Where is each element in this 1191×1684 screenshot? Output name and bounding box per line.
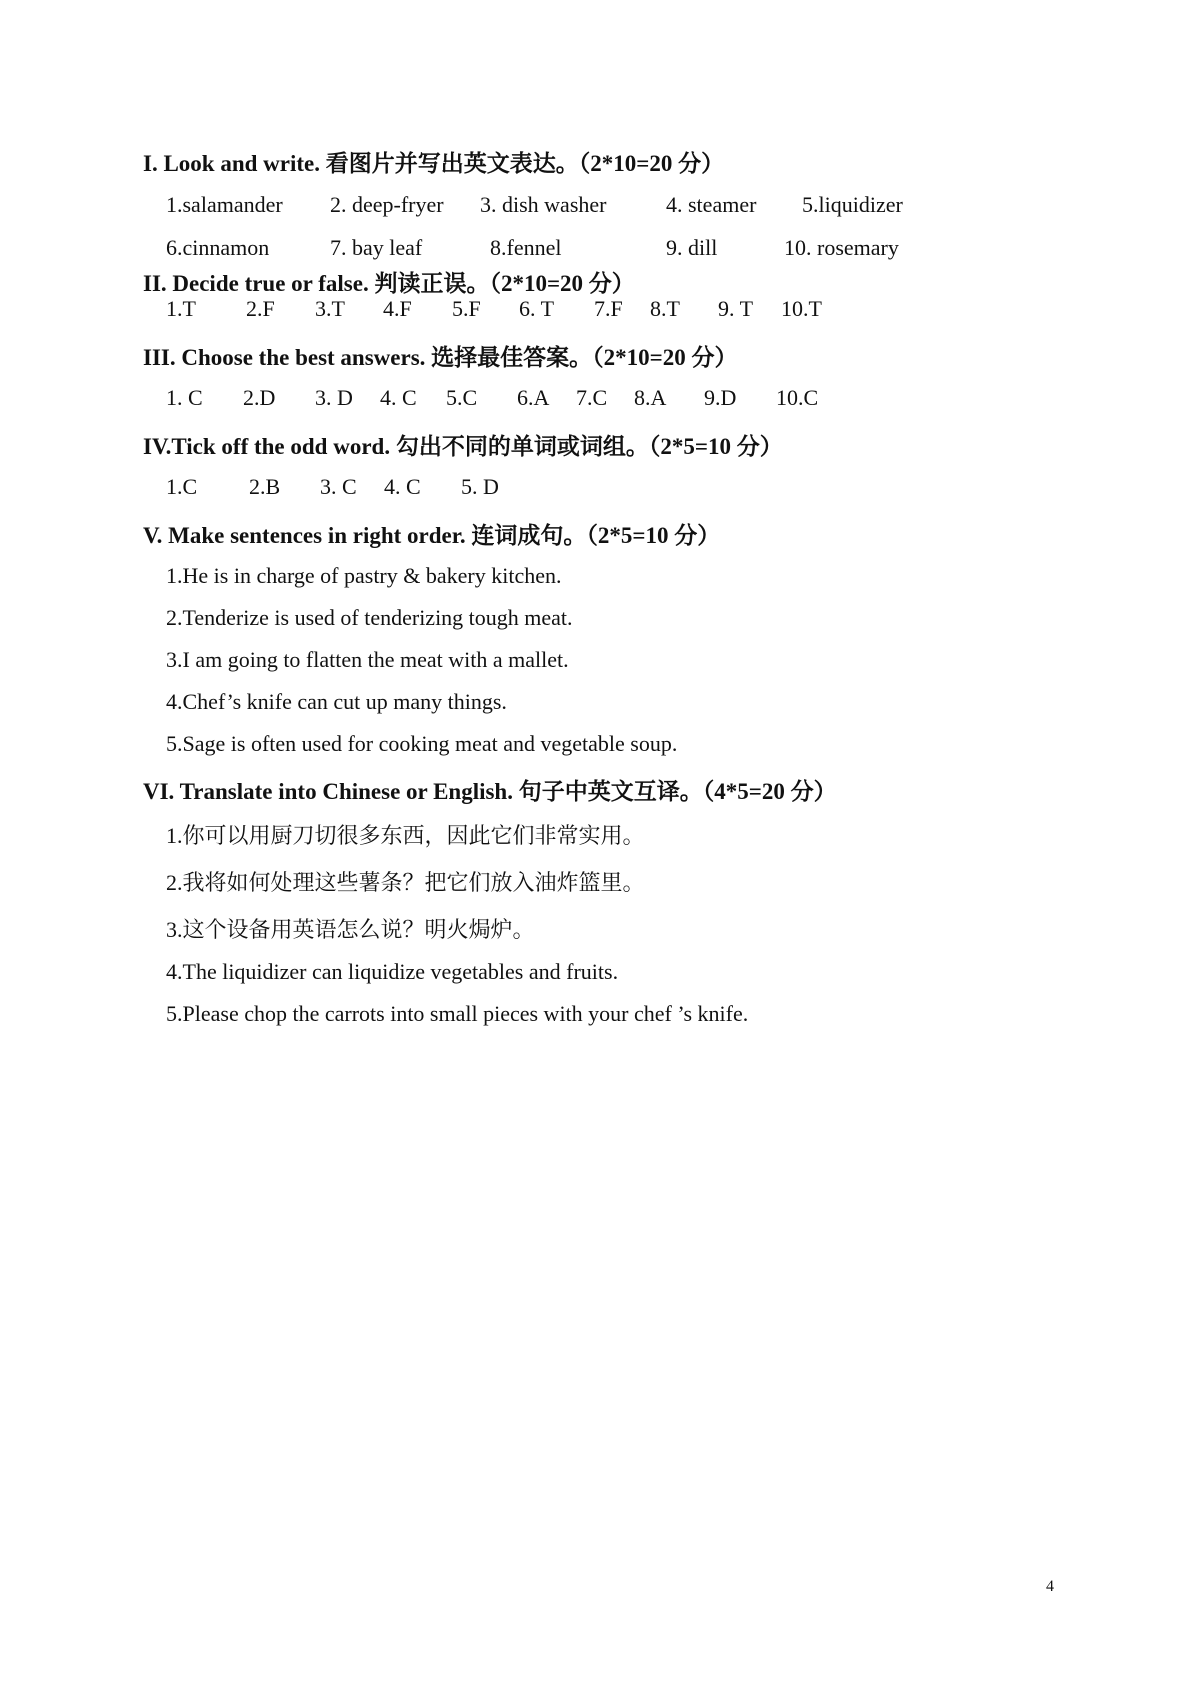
section-6-heading: VI. Translate into Chinese or English. 句子中英文互译。（4*5=20 分）	[143, 779, 837, 804]
translation-line: 4.The liquidizer can liquidize vegetables and fruits.	[166, 959, 619, 984]
answer-item: 8.fennel	[490, 235, 562, 260]
answer-item: 5. D	[461, 474, 499, 499]
answer-item: 5.F	[452, 296, 481, 321]
answer-item: 10.C	[776, 385, 819, 410]
answer-item: 10. rosemary	[784, 235, 899, 260]
section-4-heading: IV.Tick off the odd word. 勾出不同的单词或词组。（2*5=10 分）	[143, 434, 783, 459]
answer-item: 8.T	[650, 296, 680, 321]
answer-item: 1.T	[166, 296, 196, 321]
translation-line: 2.我将如何处理这些薯条？把它们放入油炸篮里。	[166, 870, 645, 895]
answer-item: 6.cinnamon	[166, 235, 270, 260]
sentence-line: 5.Sage is often used for cooking meat and vegetable soup.	[166, 731, 678, 756]
answer-item: 1.salamander	[166, 192, 283, 217]
answer-item: 9.D	[704, 385, 737, 410]
answer-item: 4. C	[380, 385, 417, 410]
answer-item: 6.A	[517, 385, 550, 410]
answer-item: 5.liquidizer	[802, 192, 903, 217]
answer-item: 6. T	[519, 296, 555, 321]
answer-item: 9. dill	[666, 235, 718, 260]
translation-line: 3.这个设备用英语怎么说？明火焗炉。	[166, 917, 535, 942]
translation-line: 5.Please chop the carrots into small pieces with your chef ’s knife.	[166, 1001, 749, 1026]
sentence-line: 2.Tenderize is used of tenderizing tough meat.	[166, 605, 573, 630]
section-2-heading: II. Decide true or false. 判读正误。（2*10=20 分）	[143, 271, 635, 296]
answer-item: 3. D	[315, 385, 353, 410]
answer-item: 2.F	[246, 296, 275, 321]
answer-item: 4.F	[383, 296, 412, 321]
sentence-line: 1.He is in charge of pastry & bakery kitchen.	[166, 563, 562, 588]
answer-item: 2.B	[249, 474, 281, 499]
answer-item: 10.T	[781, 296, 822, 321]
answer-item: 7.F	[594, 296, 623, 321]
sentence-line: 3.I am going to flatten the meat with a mallet.	[166, 647, 569, 672]
answer-item: 2.D	[243, 385, 276, 410]
section-3-heading: III. Choose the best answers. 选择最佳答案。（2*10=20 分）	[143, 345, 738, 370]
sentence-line: 4.Chef’s knife can cut up many things.	[166, 689, 507, 714]
answer-item: 4. C	[384, 474, 421, 499]
section-5-heading: V. Make sentences in right order. 连词成句。（2*5=10 分）	[143, 523, 721, 548]
answer-item: 3. dish washer	[480, 192, 607, 217]
answer-item: 4. steamer	[666, 192, 757, 217]
answer-item: 5.C	[446, 385, 478, 410]
answer-item: 3.T	[315, 296, 345, 321]
answer-item: 8.A	[634, 385, 667, 410]
answer-item: 1.C	[166, 474, 198, 499]
translation-line: 1.你可以用厨刀切很多东西，因此它们非常实用。	[166, 823, 645, 848]
answer-item: 1. C	[166, 385, 203, 410]
answer-item: 2. deep-fryer	[330, 192, 444, 217]
answer-item: 9. T	[718, 296, 754, 321]
answer-item: 7.C	[576, 385, 608, 410]
page-number: 4	[1046, 1578, 1054, 1595]
answer-item: 3. C	[320, 474, 357, 499]
section-1-heading: I. Look and write. 看图片并写出英文表达。（2*10=20 分）	[143, 151, 725, 176]
answer-item: 7. bay leaf	[330, 235, 423, 260]
